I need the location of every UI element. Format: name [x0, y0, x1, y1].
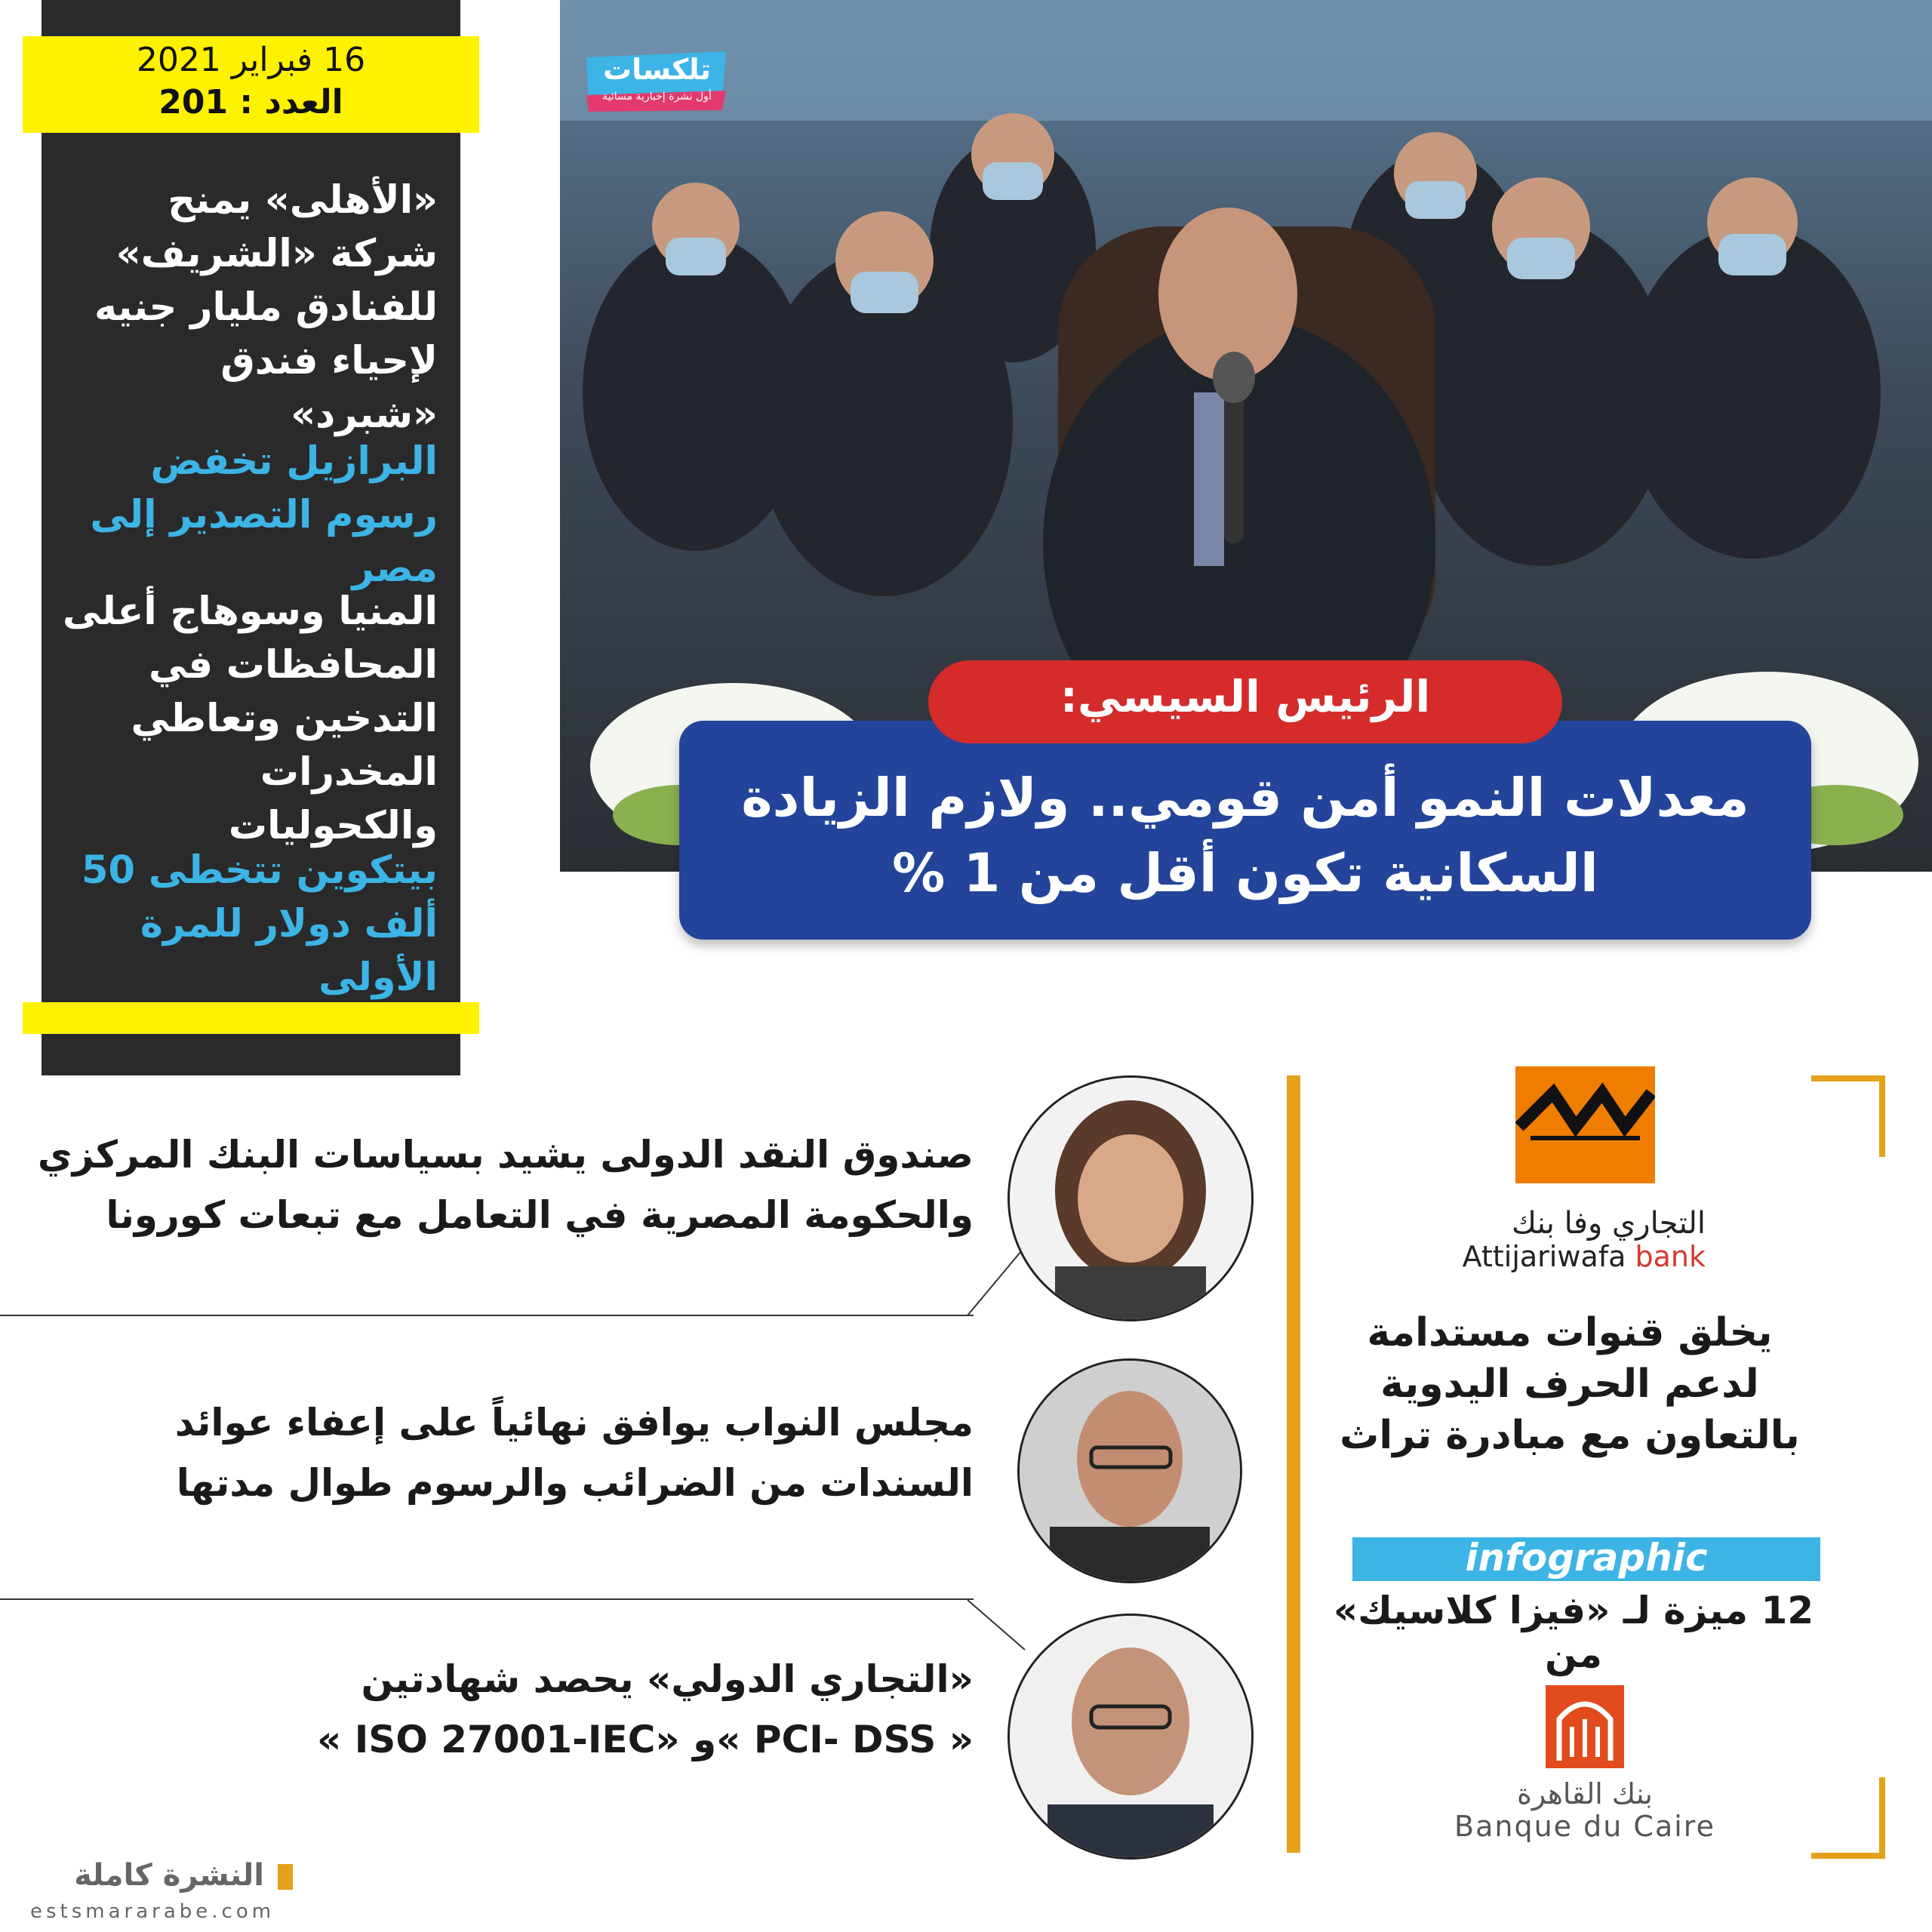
- story-imf[interactable]: [30, 1124, 974, 1245]
- corner-bracket-bottom: [1811, 1777, 1885, 1859]
- divider-connector: [966, 1598, 1026, 1651]
- headline-brazil[interactable]: البرازيل تخفض رسوم التصدير إلى مصر: [90, 439, 438, 591]
- infographic-label: infographic: [1465, 1536, 1708, 1580]
- main-story-label: [928, 660, 1562, 743]
- attijariwafa-name-bank: bank: [1635, 1240, 1706, 1273]
- story-cib-line2: « PCI- DSS »و «ISO 27001-IEC »: [316, 1718, 974, 1761]
- main-headline-line1: معدلات النمو أمن قومي.. ولازم الزيادة: [741, 767, 1749, 829]
- story-visa-classic[interactable]: 12 ميزة لـ «فيزا كلاسيك» من: [1333, 1589, 1814, 1676]
- story-attijariwafa[interactable]: يخلق قنوات مستدامة لدعم الحرف اليدوية بالتعاون مع مبادرة تراث: [1340, 1310, 1800, 1458]
- story-cib[interactable]: [30, 1649, 974, 1770]
- attijariwafa-logo: [1515, 1066, 1655, 1183]
- logo-tagline: أول نشرة إخبارية مسائية: [602, 91, 712, 103]
- story-cib-line1: «التجاري الدولي» يحصد شهادتين: [361, 1657, 974, 1701]
- footer-title[interactable]: النشرة كاملة: [74, 1858, 264, 1893]
- attijariwafa-name-main: Attijariwafa: [1462, 1240, 1626, 1273]
- banque-du-caire-name-ar: بنك القاهرة: [1517, 1777, 1653, 1810]
- story-imf-line2: والحكومة المصرية في التعامل مع تبعات كورونا: [106, 1193, 974, 1237]
- issue-date: 16 فبراير 2021: [136, 41, 366, 79]
- attijariwafa-name-ar: التجاري وفا بنك: [1512, 1206, 1706, 1241]
- footer-marker: [278, 1864, 293, 1890]
- story-imf-line1: صندوق النقد الدولى يشيد بسياسات البنك المركزي: [37, 1133, 974, 1177]
- main-story-headline[interactable]: [679, 721, 1811, 940]
- story-parliament[interactable]: [30, 1392, 974, 1513]
- banque-du-caire-name-fr: Banque du Caire: [1454, 1810, 1715, 1843]
- headline-ahly[interactable]: «الأهلى» يمنح شركة «الشريف» للفنادق مليار جنيه لإحياء فندق «شبرد»: [94, 178, 438, 437]
- issue-number: العدد : 201: [158, 83, 343, 122]
- avatar-parliament-speaker: [1017, 1358, 1242, 1583]
- divider: [0, 1315, 974, 1316]
- avatar-hala-el-saeed: [1008, 1075, 1254, 1321]
- section-divider-bar: [1287, 1075, 1300, 1853]
- main-story-label-text: الرئيس السيسي:: [1060, 671, 1431, 722]
- story-parliament-line1: مجلس النواب يوافق نهائياً على إعفاء عوائد: [174, 1401, 974, 1444]
- corner-bracket-top: [1811, 1075, 1885, 1157]
- story-parliament-line2: السندات من الضرائب والرسوم طوال مدتها: [176, 1461, 974, 1505]
- attijariwafa-name-en: [1434, 1240, 1706, 1273]
- headline-minya[interactable]: المنيا وسوهاج أعلى المحافظات في التدخين وتعاطي المخدرات والكحوليات: [63, 589, 438, 848]
- avatar-cib-ceo: [1008, 1614, 1254, 1860]
- main-headline-line2: السكانية تكون أقل من 1 %: [892, 842, 1598, 904]
- headline-bitcoin[interactable]: بيتكوين تتخطى 50 ألف دولار للمرة الأولى: [82, 848, 438, 1000]
- date-banner: [23, 36, 479, 133]
- divider-connector: [966, 1245, 1026, 1317]
- logo-name: تلكسات: [602, 53, 711, 86]
- divider: [0, 1598, 974, 1600]
- footer-url[interactable]: estsmararabe.com: [30, 1900, 275, 1923]
- sidebar-bottom-bar: [23, 1002, 479, 1034]
- banque-du-caire-logo: [1546, 1685, 1624, 1768]
- infographic-banner: [1352, 1537, 1820, 1581]
